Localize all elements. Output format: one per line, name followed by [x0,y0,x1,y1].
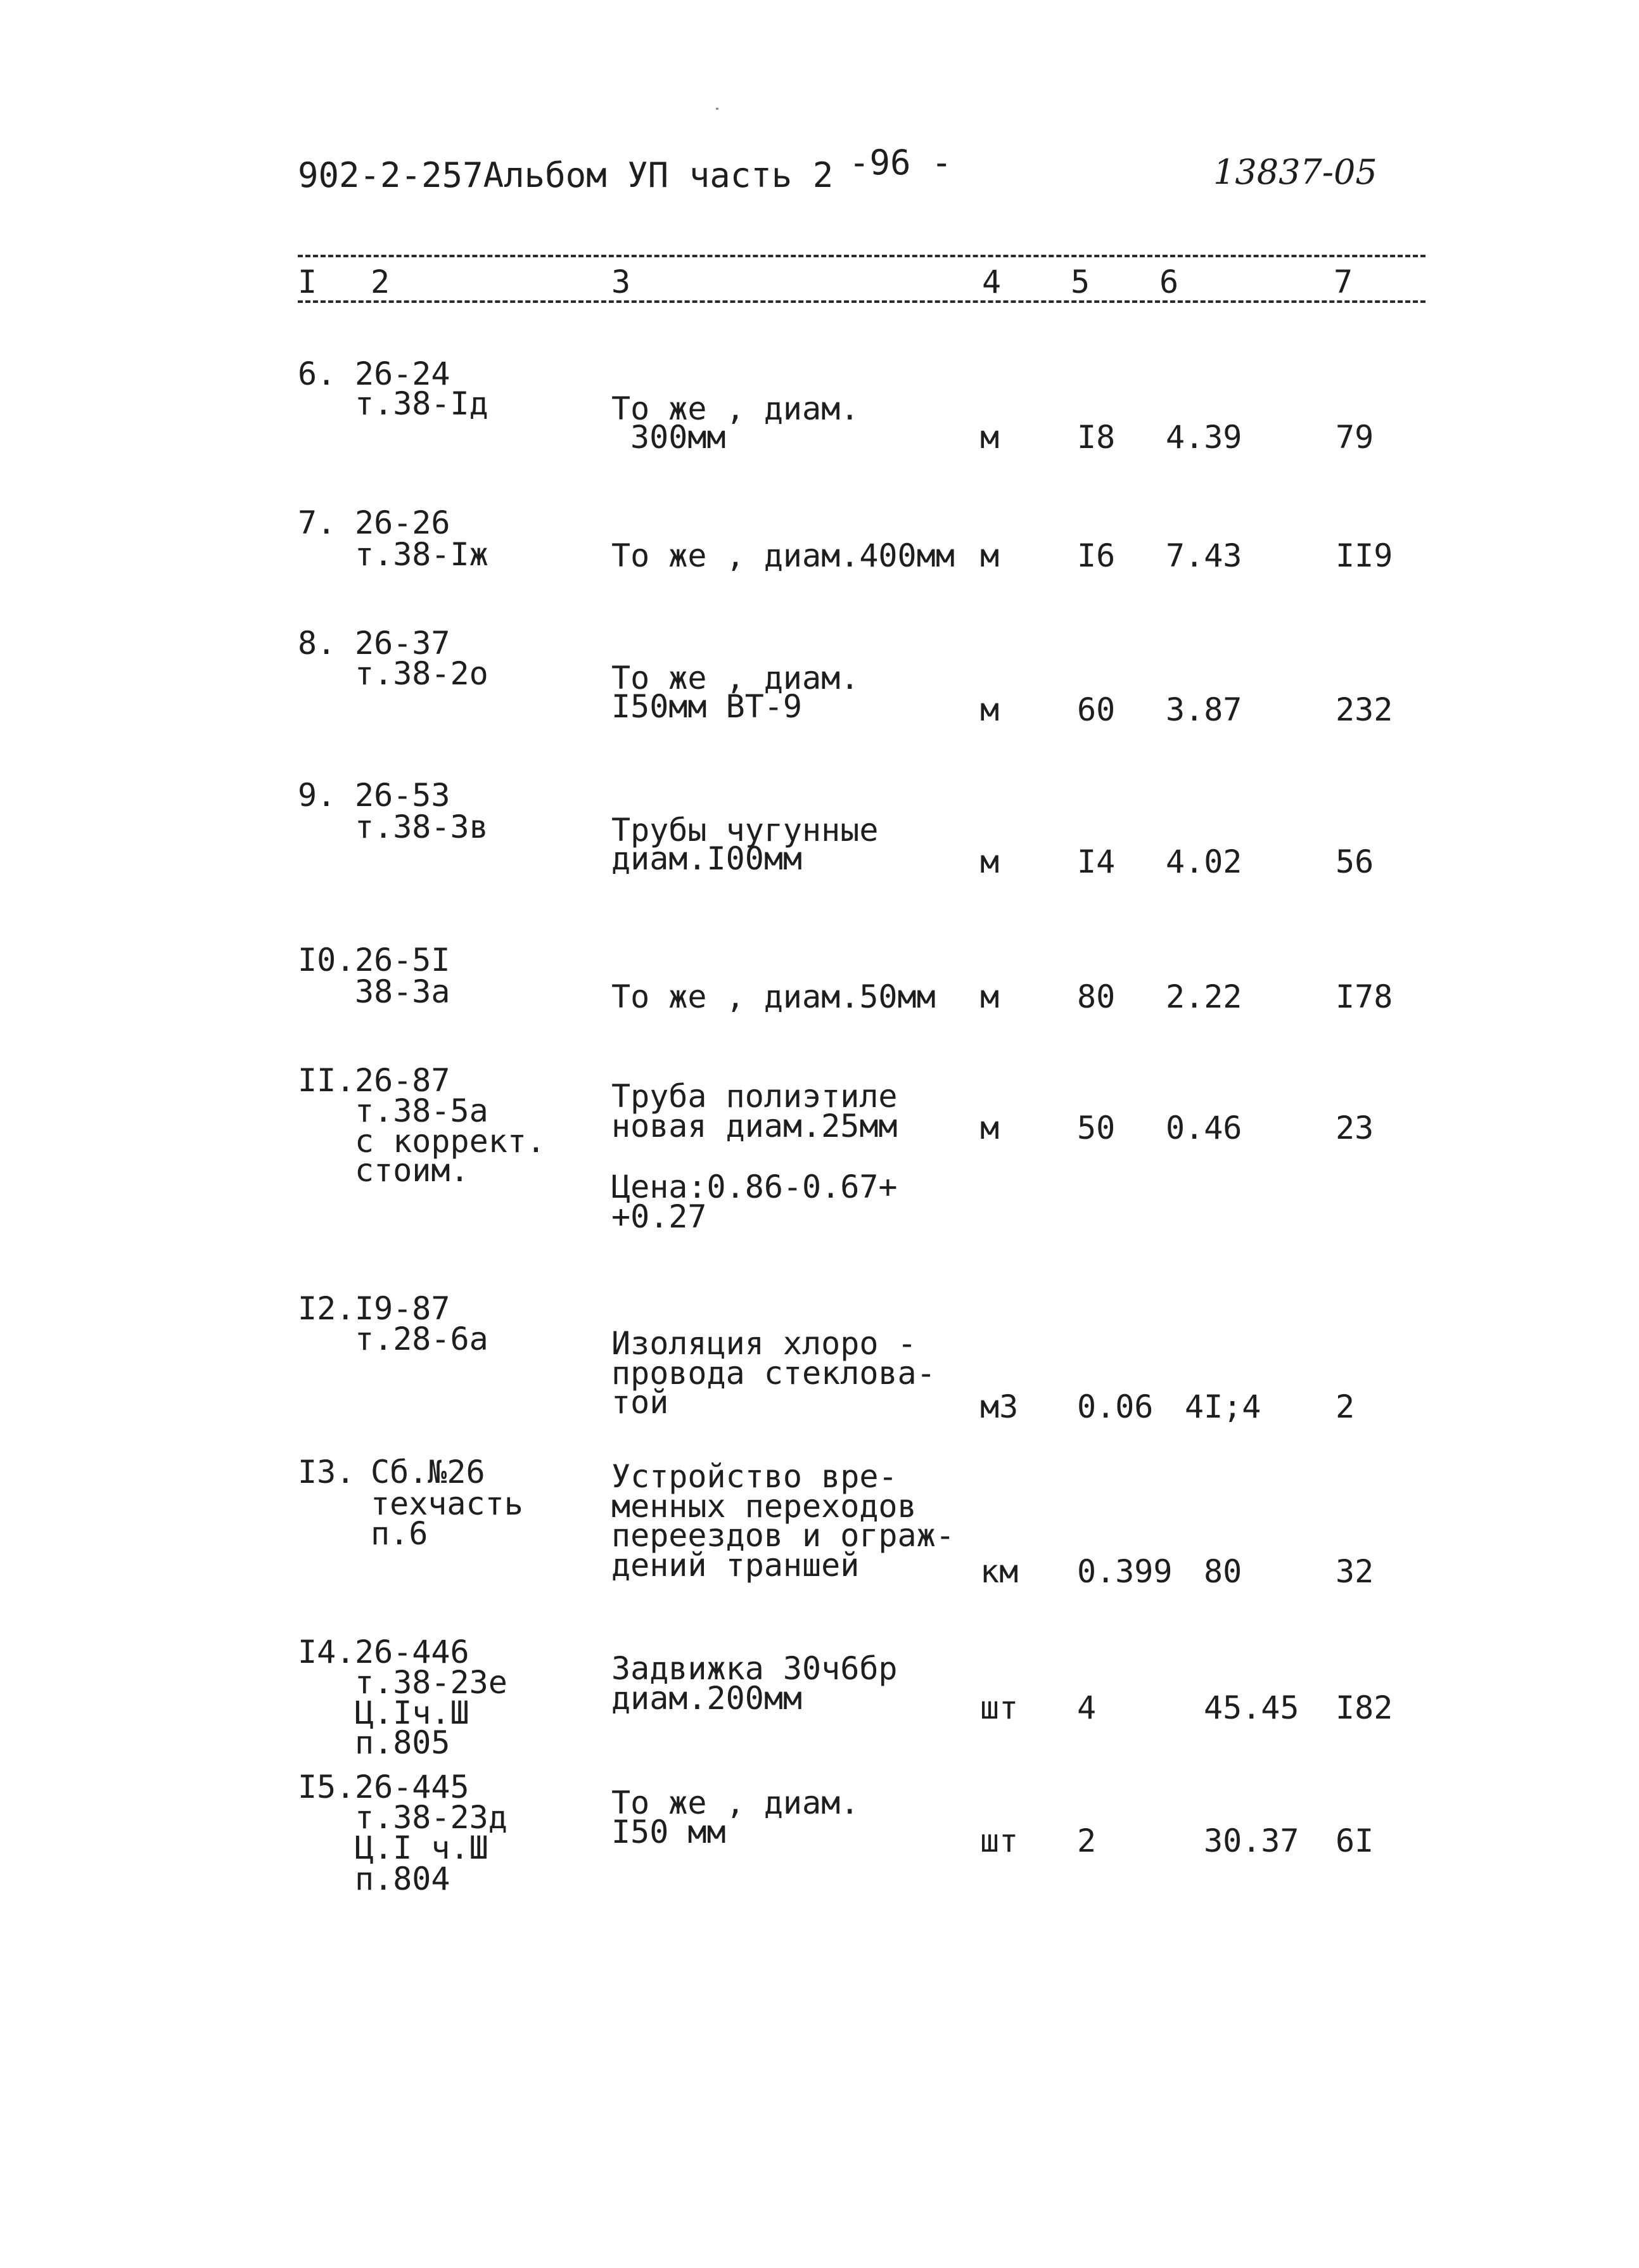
row-number: 8. [298,625,336,662]
row-description: I50 мм [611,1814,726,1850]
row-description: То же , диам. [611,660,860,696]
row-code: 38-3а [355,973,450,1010]
row-total: 56 [1336,843,1374,880]
row-number: 7. [298,504,336,541]
row-unit: м [980,691,1000,728]
row-description: диам.I00мм [611,840,803,877]
row-unit: м [980,1110,1000,1146]
col-header-6: 6 [1159,264,1179,300]
row-number: I4. [298,1634,355,1670]
row-code: I9-87 [355,1290,450,1327]
scan-speck [716,108,718,110]
col-header-2: 2 [371,264,390,300]
row-code: п.805 [355,1724,450,1761]
row-quantity: 0.399 [1077,1553,1173,1590]
row-number: I5. [298,1769,355,1805]
header-rule-top [298,255,1425,257]
row-code: 26-5I [355,942,450,978]
row-price: 0.46 [1166,1110,1242,1146]
row-description: Задвижка 30ч6бр [611,1650,898,1687]
row-code: стоим. [355,1152,469,1189]
row-description: менных переходов [611,1488,917,1525]
row-description: новая диам.25мм [611,1108,898,1144]
row-total: 6I [1336,1823,1374,1859]
row-description: То же , диам.50мм [611,978,936,1015]
col-header-4: 4 [982,264,1002,300]
col-header-3: 3 [611,264,631,300]
row-description: переездов и ограж- [611,1517,955,1554]
row-quantity: 4 [1077,1689,1097,1726]
row-code: техчасть [371,1485,523,1522]
row-code: т.38-5а [355,1092,488,1129]
row-description: Изоляция хлоро - [611,1325,917,1362]
album-title: 902-2-257Альбом УП часть 2 [298,155,834,195]
row-code: т.38-Iж [355,536,488,573]
row-total: II9 [1336,537,1393,574]
row-price: 7.43 [1166,537,1242,574]
row-description: провода стеклова- [611,1355,936,1392]
row-total: 32 [1336,1553,1374,1590]
row-quantity: 50 [1077,1110,1116,1146]
row-description: Устройство вре- [611,1458,898,1495]
row-code: п.6 [371,1515,428,1552]
row-price: 30.37 [1204,1823,1299,1859]
row-description: 300мм [630,419,726,456]
row-code: т.38-23е [355,1664,507,1701]
row-price: 80 [1204,1553,1242,1590]
row-number: I2. [298,1290,355,1327]
row-total: 23 [1336,1110,1374,1146]
row-description: диам.200мм [611,1680,803,1717]
page-number: -96 - [849,143,952,183]
row-total: 79 [1336,419,1374,456]
row-quantity: 80 [1077,978,1116,1015]
row-total: I78 [1336,978,1393,1015]
row-quantity: I8 [1077,419,1116,456]
row-code: 26-37 [355,625,450,662]
row-code: п.804 [355,1861,450,1897]
row-code: т.38-23д [355,1799,507,1836]
row-unit: м [980,537,1000,574]
row-code: 26-26 [355,504,450,541]
row-description: Труба полиэтиле [611,1078,898,1115]
row-code: с коррект. [355,1123,546,1160]
row-code: т.38-Iд [355,385,488,422]
row-unit: шт [980,1689,1019,1726]
row-code: т.38-3в [355,809,488,845]
row-price: 2.22 [1166,978,1242,1015]
row-code: 26-87 [355,1062,450,1099]
row-code: 26-445 [355,1769,469,1805]
row-code: т.28-6а [355,1321,488,1357]
row-unit: м3 [980,1388,1019,1425]
col-header-5: 5 [1071,264,1090,300]
row-quantity: 2 [1077,1823,1097,1859]
row-number: 6. [298,356,336,392]
row-code: 26-24 [355,356,450,392]
row-unit: м [980,843,1000,880]
row-description: той [611,1384,669,1421]
row-quantity: I6 [1077,537,1116,574]
col-header-7: 7 [1334,264,1353,300]
row-price: 4I;4 [1185,1388,1261,1425]
row-description: То же , диам. [611,1784,860,1821]
row-quantity: 0.06 [1077,1388,1154,1425]
row-number: I0. [298,942,355,978]
row-total: I82 [1336,1689,1393,1726]
row-description: То же , диам.400мм [611,537,955,574]
header-rule-bottom [298,300,1425,303]
row-code: 26-53 [355,777,450,814]
row-price-note: +0.27 [611,1198,707,1235]
row-number: I3. [298,1454,355,1490]
row-price: 4.39 [1166,419,1242,456]
row-price: 45.45 [1204,1689,1299,1726]
row-unit: м [980,419,1000,456]
col-header-1: I [298,264,317,300]
row-unit: шт [980,1823,1019,1859]
document-code: 13837-05 [1213,152,1377,192]
row-quantity: 60 [1077,691,1116,728]
row-code: 26-446 [355,1634,469,1670]
row-number: 9. [298,777,336,814]
row-unit: км [980,1553,1019,1590]
row-price-note: Цена:0.86-0.67+ [611,1169,898,1205]
row-total: 232 [1336,691,1393,728]
row-description: Трубы чугунные [611,812,879,849]
row-description: I50мм ВТ-9 [611,688,803,725]
row-code: Ц.Iч.Ш [355,1695,469,1731]
row-code: т.38-2о [355,655,488,692]
row-total: 2 [1336,1388,1355,1425]
row-description: дений траншей [611,1547,860,1584]
row-quantity: I4 [1077,843,1116,880]
row-code: Сб.№26 [371,1454,485,1490]
row-number: II. [298,1062,355,1099]
row-description: То же , диам. [611,390,860,427]
row-price: 3.87 [1166,691,1242,728]
row-code: Ц.I ч.Ш [355,1829,488,1866]
row-unit: м [980,978,1000,1015]
row-price: 4.02 [1166,843,1242,880]
